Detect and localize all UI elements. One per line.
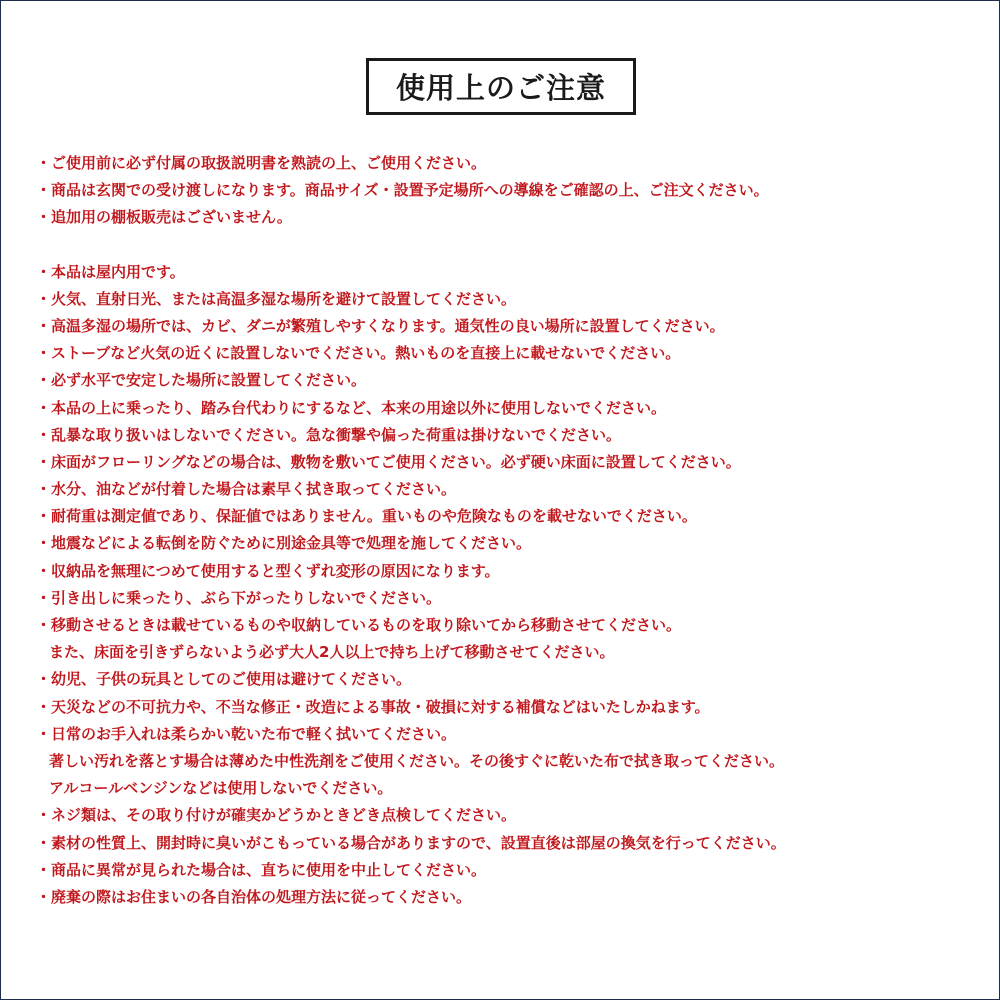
- caution-item: ・ご使用前に必ず付属の取扱説明書を熟読の上、ご使用ください。: [36, 154, 487, 172]
- caution-item: ・耐荷重は測定値であり、保証値ではありません。重いものや危険なものを載せないでください。: [36, 507, 697, 526]
- caution-item: ・乱暴な取り扱いはしないでください。急な衝撃や偏った荷重は掛けないでください。: [36, 425, 622, 444]
- caution-item: ・ネジ類は、その取り付けが確実かどうかときどき点検してください。: [36, 806, 517, 825]
- caution-item: ・商品は玄関での受け渡しになります。商品サイズ・設置予定場所への導線をご確認の上、ご注文ください。: [36, 181, 769, 200]
- caution-item: ・地震などによる転倒を防ぐために別途金具等で処理を施してください。: [36, 534, 532, 553]
- caution-item: ・追加用の棚板販売はございません。: [36, 208, 292, 227]
- caution-item: ・日常のお手入れは柔らかい乾いた布で軽く拭いてください。: [36, 724, 457, 743]
- caution-item: ・高温多湿の場所では、カビ、ダニが繁殖しやすくなります。通気性の良い場所に設置してください。: [36, 316, 725, 335]
- caution-item: ・本品は屋内用です。: [36, 262, 185, 281]
- caution-item-continuation: また、床面を引きずらないよう必ず大人2人以上で持ち上げて移動させてください。: [49, 643, 615, 662]
- caution-item: ・幼児、子供の玩具としてのご使用は避けてください。: [36, 670, 412, 689]
- page-title: 使用上のご注意: [366, 58, 636, 115]
- caution-item: ・廃棄の際はお住まいの各自治体の処理方法に従ってください。: [36, 887, 472, 906]
- caution-item: ・ストーブなど火気の近くに設置しないでください。熱いものを直接上に載せないでください。: [36, 344, 681, 363]
- caution-list: [36, 150, 976, 911]
- caution-item: ・本品の上に乗ったり、踏み台代わりにするなど、本来の用途以外に使用しないでください。: [36, 398, 667, 417]
- caution-item: ・移動させるときは載せているものや収納しているものを取り除いてから移動させてください。: [36, 616, 682, 634]
- caution-item: ・素材の性質上、開封時に臭いがこもっている場合がありますので、設置直後は部屋の換気を行ってください。: [36, 833, 786, 852]
- caution-item: ・天災などの不可抗力や、不当な修正・改造による事故・破損に対する補償などはいたしかねます。: [36, 697, 710, 716]
- caution-item-continuation: 著しい汚れを落とす場合は薄めた中性洗剤をご使用ください。その後すぐに乾いた布で拭き取ってください。: [49, 751, 785, 770]
- caution-item: ・必ず水平で安定した場所に設置してください。: [36, 371, 367, 390]
- caution-item-continuation: アルコールベンジンなどは使用しないでください。: [49, 779, 393, 798]
- section-gap: [36, 232, 976, 259]
- caution-item: ・水分、油などが付着した場合は素早く拭き取ってください。: [36, 480, 457, 499]
- caution-item: ・収納品を無理につめて使用すると型くずれ変形の原因になります。: [36, 561, 500, 580]
- caution-item: ・火気、直射日光、または高温多湿な場所を避けて設置してください。: [36, 289, 517, 308]
- caution-item: ・商品に異常が見られた場合は、直ちに使用を中止してください。: [36, 860, 487, 879]
- caution-item: ・引き出しに乗ったり、ぶら下がったりしないでください。: [36, 588, 442, 607]
- caution-item: ・床面がフローリングなどの場合は、敷物を敷いてご使用ください。必ず硬い床面に設置してください。: [36, 452, 741, 471]
